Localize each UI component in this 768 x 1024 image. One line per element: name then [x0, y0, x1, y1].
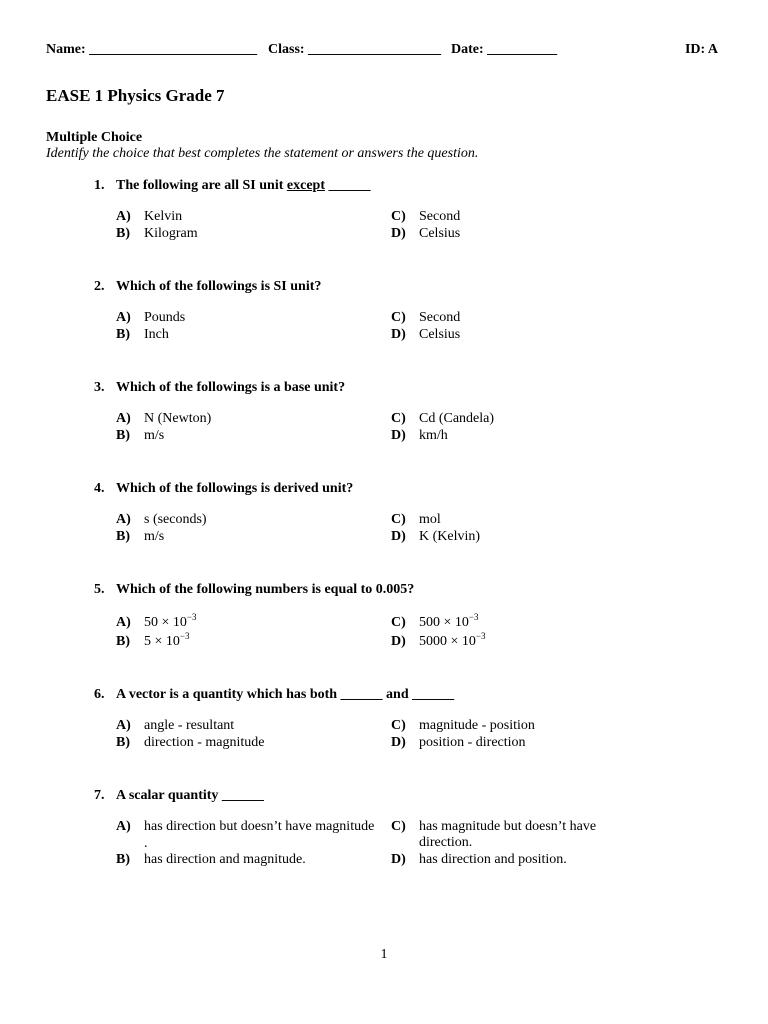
instructions: Identify the choice that best completes the statement or answers the question.: [46, 146, 479, 161]
option-text: N (Newton): [144, 411, 212, 426]
question-number: 6.: [94, 687, 105, 702]
option-text: mol: [419, 512, 441, 527]
question-6: [94, 687, 714, 705]
question-text: [94, 279, 714, 297]
option-letter: B): [116, 226, 130, 241]
option-text: Kilogram: [144, 226, 198, 241]
question-7: [94, 788, 714, 806]
id-label: ID: A: [684, 42, 718, 57]
option-text: [144, 612, 197, 631]
option-text: [144, 631, 190, 650]
question-text: [94, 481, 714, 499]
option-letter: B): [116, 634, 130, 649]
question-text: [94, 178, 714, 196]
option-letter: B): [116, 529, 130, 544]
option-letter: A): [116, 819, 131, 834]
option-letter: C): [391, 411, 406, 426]
question-text-part: Which of the followings is SI unit?: [116, 279, 322, 294]
option-text: angle - resultant: [144, 718, 235, 733]
question-text-underlined: except: [286, 178, 325, 193]
header: [46, 42, 718, 62]
option-letter: C): [391, 512, 406, 527]
option-text: has direction and magnitude.: [144, 852, 306, 867]
option-text: Celsius: [419, 226, 461, 241]
question-5: [94, 582, 714, 600]
question-number: 2.: [94, 279, 105, 294]
option-letter: A): [116, 718, 131, 733]
option-text: has direction and position.: [419, 852, 567, 867]
question-number: 3.: [94, 380, 105, 395]
option-text: s (seconds): [144, 512, 207, 527]
option-letter: A): [116, 310, 131, 325]
option-letter: A): [116, 209, 131, 224]
option-letter: D): [391, 428, 406, 443]
option-text: Cd (Candela): [419, 411, 495, 426]
exponent: −3: [186, 612, 197, 622]
option-text: K (Kelvin): [419, 529, 481, 544]
base-value: 50 × 10: [144, 615, 187, 630]
option-text: [419, 631, 486, 650]
question-text: [94, 582, 714, 600]
option-text: position - direction: [419, 735, 526, 750]
option-letter: C): [391, 615, 406, 630]
option-letter: D): [391, 634, 406, 649]
question-text: [94, 380, 714, 398]
question-number: 4.: [94, 481, 105, 496]
question-text-part: Which of the followings is derived unit?: [116, 481, 354, 496]
question-number: 5.: [94, 582, 105, 597]
option-text: direction - magnitude: [144, 735, 265, 750]
exponent: −3: [475, 631, 486, 641]
section-heading: Multiple Choice: [46, 130, 143, 145]
page-title: EASE 1 Physics Grade 7: [46, 86, 225, 105]
option-text: km/h: [419, 428, 448, 443]
option-text: has magnitude but doesn’t have direction.: [419, 819, 597, 850]
option-text: magnitude - position: [419, 718, 535, 733]
date-field: Date: __________: [451, 42, 558, 57]
question-text-part: A scalar quantity ______: [116, 788, 264, 803]
name-field: Name: ________________________: [46, 42, 258, 57]
option-letter: B): [116, 327, 130, 342]
question-1: [94, 178, 714, 196]
option-letter: D): [391, 327, 406, 342]
option-text: Kelvin: [144, 209, 183, 224]
option-text: Second: [419, 310, 461, 325]
option-text: Inch: [144, 327, 169, 342]
option-letter: B): [116, 428, 130, 443]
option-letter: C): [391, 718, 406, 733]
question-text-part: The following are all SI unit: [116, 178, 287, 193]
option-letter: D): [391, 735, 406, 750]
option-letter: D): [391, 529, 406, 544]
option-text-continuation: .: [144, 836, 148, 851]
exponent: −3: [179, 631, 190, 641]
question-text-part: ______: [324, 178, 371, 193]
option-text: [419, 612, 479, 631]
class-field: Class: ___________________: [268, 42, 442, 57]
option-letter: D): [391, 852, 406, 867]
question-text: [94, 788, 714, 806]
page-number: 1: [380, 947, 388, 962]
option-letter: C): [391, 209, 406, 224]
option-letter: A): [116, 411, 131, 426]
option-letter: B): [116, 852, 130, 867]
question-number: 7.: [94, 788, 105, 803]
option-letter: A): [116, 615, 131, 630]
exponent: −3: [468, 612, 479, 622]
question-4: [94, 481, 714, 499]
option-text: m/s: [144, 529, 165, 544]
question-3: [94, 380, 714, 398]
option-letter: D): [391, 226, 406, 241]
option-letter: C): [391, 310, 406, 325]
option-text: has direction but doesn’t have magnitude: [144, 819, 375, 834]
question-2: [94, 279, 714, 297]
question-text: [94, 687, 714, 705]
option-text: Celsius: [419, 327, 461, 342]
base-value: 500 × 10: [419, 615, 469, 630]
question-text-part: A vector is a quantity which has both ______ and ______: [116, 687, 455, 702]
question-text-part: Which of the followings is a base unit?: [116, 380, 346, 395]
base-value: 5 × 10: [144, 634, 180, 649]
option-text: Pounds: [144, 310, 186, 325]
base-value: 5000 × 10: [419, 634, 476, 649]
option-text: m/s: [144, 428, 165, 443]
question-text-part: Which of the following numbers is equal to 0.005?: [116, 582, 415, 597]
question-number: 1.: [94, 178, 105, 193]
option-letter: B): [116, 735, 130, 750]
option-letter: A): [116, 512, 131, 527]
option-letter: C): [391, 819, 406, 834]
option-text: Second: [419, 209, 461, 224]
